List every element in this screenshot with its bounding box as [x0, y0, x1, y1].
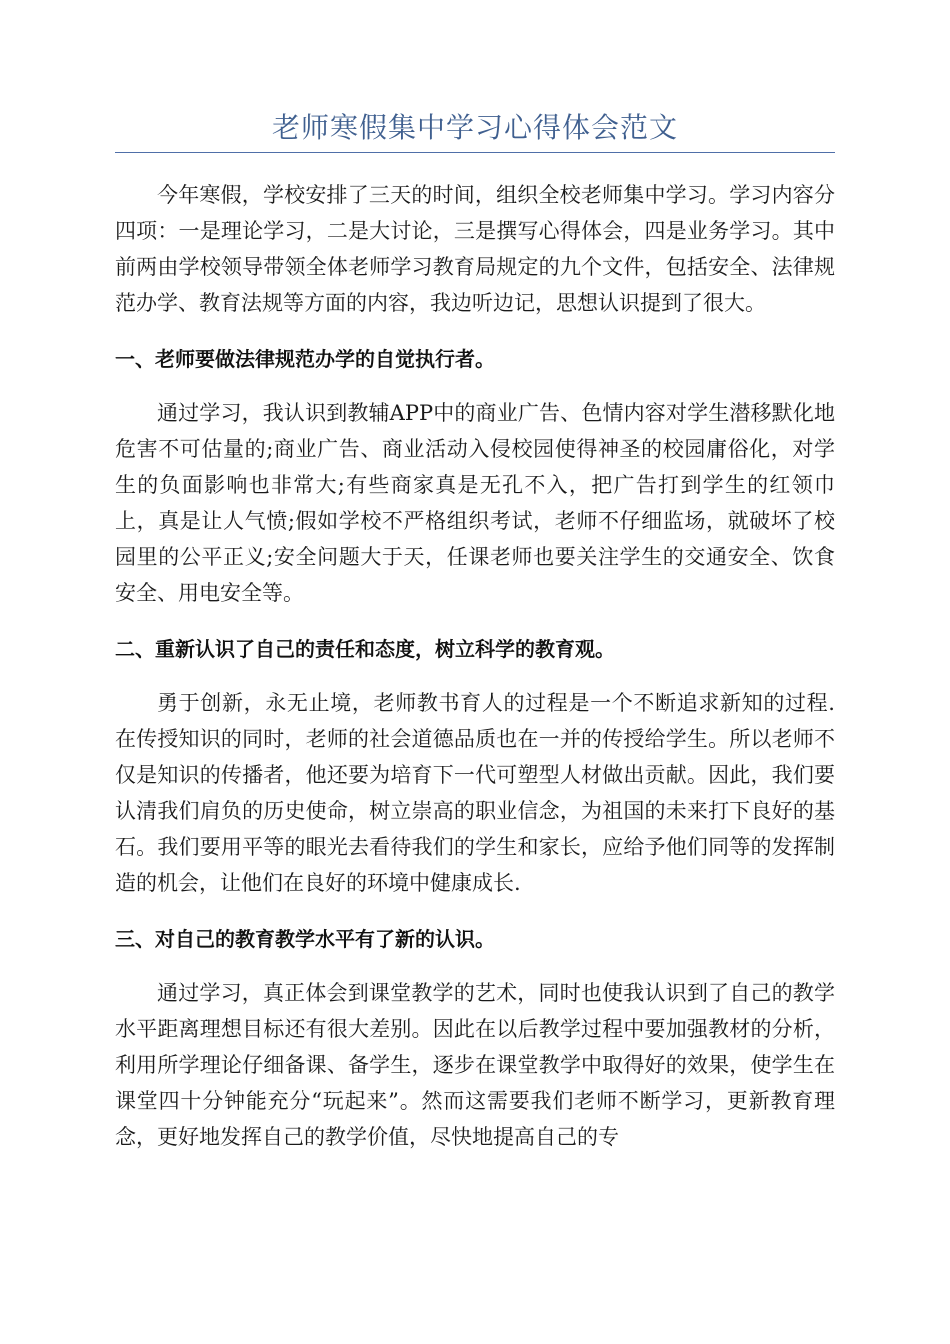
spacer [115, 667, 835, 685]
section-heading-1: 一、老师要做法律规范办学的自觉执行者。 [115, 347, 495, 371]
document-body [115, 177, 835, 1155]
spacer [115, 321, 835, 341]
title-underline [115, 152, 835, 153]
section-body-1: 通过学习，我认识到教辅APP中的商业广告、色情内容对学生潜移默化地危害不可估量的;商业广告、商业活动入侵校园使得神圣的校园庸俗化，对学生的负面影响也非常大;有些商家真是无孔不入，把广告打到学生的红领巾上，真是让人气愤;假如学校不严格组织考试，老师不仔细监场，就破坏了校园里的公平正义;安全问题大于天，任课老师也要关注学生的交通安全、饮食安全、用电安全等。 [115, 401, 835, 605]
section-heading-3: 三、对自己的教育教学水平有了新的认识。 [115, 927, 495, 951]
spacer [115, 611, 835, 631]
intro-paragraph: 今年寒假，学校安排了三天的时间，组织全校老师集中学习。学习内容分四项：一是理论学习，二是大讨论，三是撰写心得体会，四是业务学习。其中前两由学校领导带领全体老师学习教育局规定的九个文件，包括安全、法律规范办学、教育法规等方面的内容，我边听边记，思想认识提到了很大。 [115, 183, 835, 315]
section-body-2: 勇于创新，永无止境，老师教书育人的过程是一个不断追求新知的过程.在传授知识的同时，老师的社会道德品质也在一并的传授给学生。所以老师不仅是知识的传播者，他还要为培育下一代可塑型人材做出贡献。因此，我们要认清我们肩负的历史使命，树立崇高的职业信念，为祖国的未来打下良好的基石。我们要用平等的眼光去看待我们的学生和家长，应给予他们同等的发挥制造的机会，让他们在良好的环境中健康成长. [115, 691, 835, 895]
spacer [115, 377, 835, 395]
spacer [115, 901, 835, 921]
section-body-3: 通过学习，真正体会到课堂教学的艺术，同时也使我认识到了自己的教学水平距离理想目标还有很大差别。因此在以后教学过程中要加强教材的分析，利用所学理论仔细备课、备学生，逐步在课堂教学中取得好的效果，使学生在课堂四十分钟能充分“玩起来”。然而这需要我们老师不断学习，更新教育理念，更好地发挥自己的教学价值，尽快地提高自己的专 [115, 981, 835, 1149]
spacer [115, 957, 835, 975]
page-title: 老师寒假集中学习心得体会范文 [271, 111, 678, 144]
section-heading-2: 二、重新认识了自己的责任和态度，树立科学的教育观。 [115, 637, 615, 661]
